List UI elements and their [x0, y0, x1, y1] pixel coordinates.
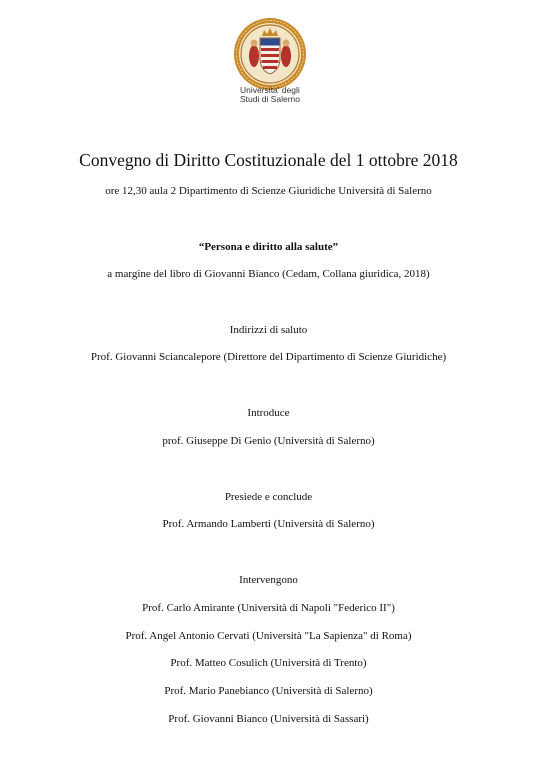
greetings-heading: Indirizzi di saluto	[229, 324, 308, 336]
intro-heading: Introduce	[247, 407, 290, 419]
speaker-item: Prof. Mario Panebianco (Università di Salerno)	[164, 685, 373, 697]
speaker-item: Prof. Angel Antonio Cervati (Università "La Sapienza" di Roma)	[125, 630, 412, 642]
document-title: Convegno di Diritto Costituzionale del 1 ottobre 2018	[79, 150, 458, 170]
chair-speaker: Prof. Armando Lamberti (Università di Salerno)	[162, 518, 375, 530]
theme-note: a margine del libro di Giovanni Bianco (Cedam, Collana giuridica, 2018)	[107, 268, 430, 280]
chair-heading: Presiede e conclude	[224, 491, 313, 503]
speaker-item: Prof. Carlo Amirante (Università di Napoli "Federico II")	[142, 602, 395, 614]
university-name	[240, 86, 320, 104]
theme-title: “Persona e diritto alla salute”	[198, 241, 339, 253]
university-name-line2: Studi di Salerno	[240, 94, 301, 104]
speaker-item: Prof. Matteo Cosulich (Università di Trento)	[170, 657, 367, 669]
speakers-heading: Intervengono	[239, 574, 298, 586]
seal-icon	[232, 16, 308, 92]
speaker-item: Prof. Giovanni Bianco (Università di Sassari)	[168, 713, 369, 725]
intro-speaker: prof. Giuseppe Di Genio (Università di Salerno)	[162, 435, 375, 447]
greetings-speaker: Prof. Giovanni Sciancalepore (Direttore del Dipartimento di Scienze Giuridiche)	[90, 351, 447, 363]
event-details: ore 12,30 aula 2 Dipartimento di Scienze Giuridiche Università di Salerno	[105, 185, 432, 197]
university-name-line1: Universita' degli	[240, 85, 300, 95]
